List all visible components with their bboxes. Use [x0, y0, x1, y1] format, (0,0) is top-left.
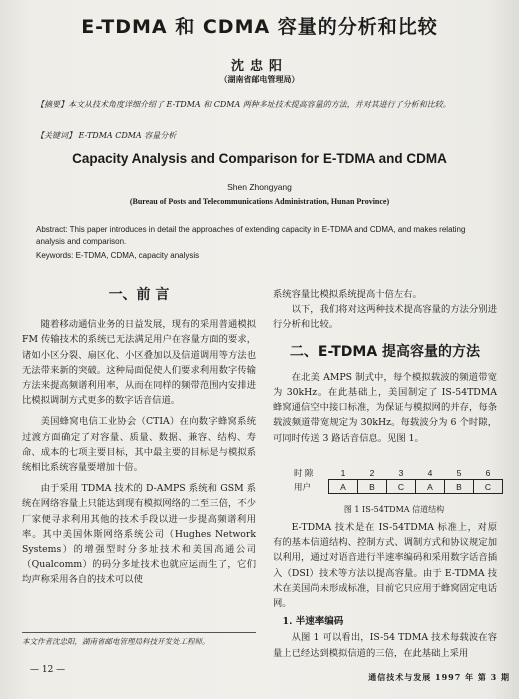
subsection-1-heading: 1. 半速率编码	[282, 616, 344, 628]
subsection-1-paragraph-1: 从图 1 可以看出，IS-54 TDMA 技术每载波在容量上已经达到模拟信道的三倍，在此基础上采用	[273, 632, 497, 659]
slot-label: 1	[340, 467, 346, 478]
affiliation-chinese: （湖南省邮电管理局）	[219, 74, 300, 84]
right-paragraph-1: 以下，我们将对这两种技术提高容量的方法分别进行分析和比较。	[273, 304, 497, 331]
slot-label: 3	[398, 467, 404, 478]
left-column	[22, 288, 256, 588]
section-2-paragraph-1: 在北美 AMPS 制式中，每个模拟载波的频道带宽为 30kHz。在此基础上，美国制定了 IS-54TDMA 蜂窝通信空中接口标准，为保证与模拟网的并存，每条载波频道带宽规定为 30kHz。每载波分为 6 个时隙，可同时传送 3 路话音信息。见图 1。	[273, 371, 497, 444]
section-1-paragraph-1: 随着移动通信业务的日益发展，现有的采用普通模拟 FM 传输技术的系统已无法满足用户在容量方面的要求，诸如小区分裂、扇区化、小区叠加以及信道调用等方法也无法带来新的突破。这种局面促使人们要求利用数字传输方法来提高频谱利用率，从而在同样的频带范围内安排进比模拟调制方式更多的数字话音信道。	[22, 319, 256, 407]
paper-title-english: Capacity Analysis and Comparison for E-TDMA and CDMA	[72, 151, 447, 166]
slot-label: 2	[369, 467, 375, 478]
footnote: 本文作者沈忠阳，湖南省邮电管理局科技开发处工程师。	[22, 632, 256, 647]
figure-row-label-users: 用户	[294, 481, 312, 492]
user-cell: A	[329, 480, 358, 494]
section-1-paragraph-3: 由于采用 TDMA 技术的 D-AMPS 系统和 GSM 系统在网络容量上只能达到现有模拟网络的二至三倍，不少厂家便寻求利用其他的技术手段以进一步提高频谱利用率。其中美国休斯网络系统公司（Hughes Network Systems）的增强型时分多址技术和美国高通公司（Qualcomm）的码分多址技术也就应运而生了，它们均声称采用各自的技术可以使	[22, 483, 256, 586]
right-column-top	[273, 287, 497, 446]
section-1-heading: 一、前 言	[108, 287, 170, 303]
user-cell: B	[358, 480, 387, 494]
paper-title-chinese: E-TDMA 和 CDMA 容量的分析和比较	[81, 16, 438, 38]
author-chinese: 沈忠阳	[230, 59, 288, 74]
figure-1-caption: 图 1 IS-54TDMA 信道结构	[343, 505, 445, 514]
user-cell: B	[445, 480, 474, 494]
right-column-bottom	[273, 520, 497, 661]
user-cell: C	[474, 480, 503, 494]
user-cell: A	[416, 480, 445, 494]
keywords-english: Keywords: E-TDMA, CDMA, capacity analysis	[36, 251, 200, 260]
author-english: Shen Zhongyang	[227, 182, 292, 192]
right-paragraph-continued: 系统容量比模拟系统提高十倍左右。	[273, 289, 422, 300]
page-number: — 12 —	[30, 665, 66, 675]
journal-footer: 通信技术与发展 1997 年 第 3 期	[368, 672, 510, 682]
affiliation-english: (Bureau of Posts and Telecommunications Administration, Hunan Province)	[129, 197, 390, 206]
figure-1	[294, 466, 503, 494]
abstract-english: Abstract: This paper introduces in detail the approaches of extending capacity in E-TDMA and CDMA, and makes relating analysis and comparison.	[36, 225, 466, 246]
section-1-paragraph-2: 美国蜂窝电信工业协会（CTIA）在向数字蜂窝系统过渡方面确定了对容量、质量、数据、兼容、结构、寿命、成本的七项主要目标，其中最主要的目标是与模拟系统相比系统容量要增加十倍。	[22, 416, 256, 474]
slot-label: 6	[485, 467, 491, 478]
section-2-paragraph-2: E-TDMA 技术是在 IS-54TDMA 标准上，对原有的基本信道结构、控制方式、调制方式和协议规定加以利用，通过对语音进行半速率编码和采用数字话音插入（DSI）技术等方法以提高容量。由于 E-TDMA 技术在美国尚未形成标准，目前它只应用于蜂窝固定电话网。	[273, 522, 497, 610]
slot-label: 4	[427, 467, 433, 478]
user-cell: C	[387, 480, 416, 494]
abstract-chinese: 【摘要】本文从技术角度详细介绍了 E-TDMA 和 CDMA 两种多址技术提高容量的方法，并对其进行了分析和比较。	[36, 100, 451, 109]
figure-row-label-slots: 时 隙	[294, 467, 314, 478]
section-2-heading: 二、E-TDMA 提高容量的方法	[289, 343, 481, 360]
keywords-chinese: 【关键词】 E-TDMA CDMA 容量分析	[36, 131, 177, 140]
slot-label: 5	[456, 467, 462, 478]
